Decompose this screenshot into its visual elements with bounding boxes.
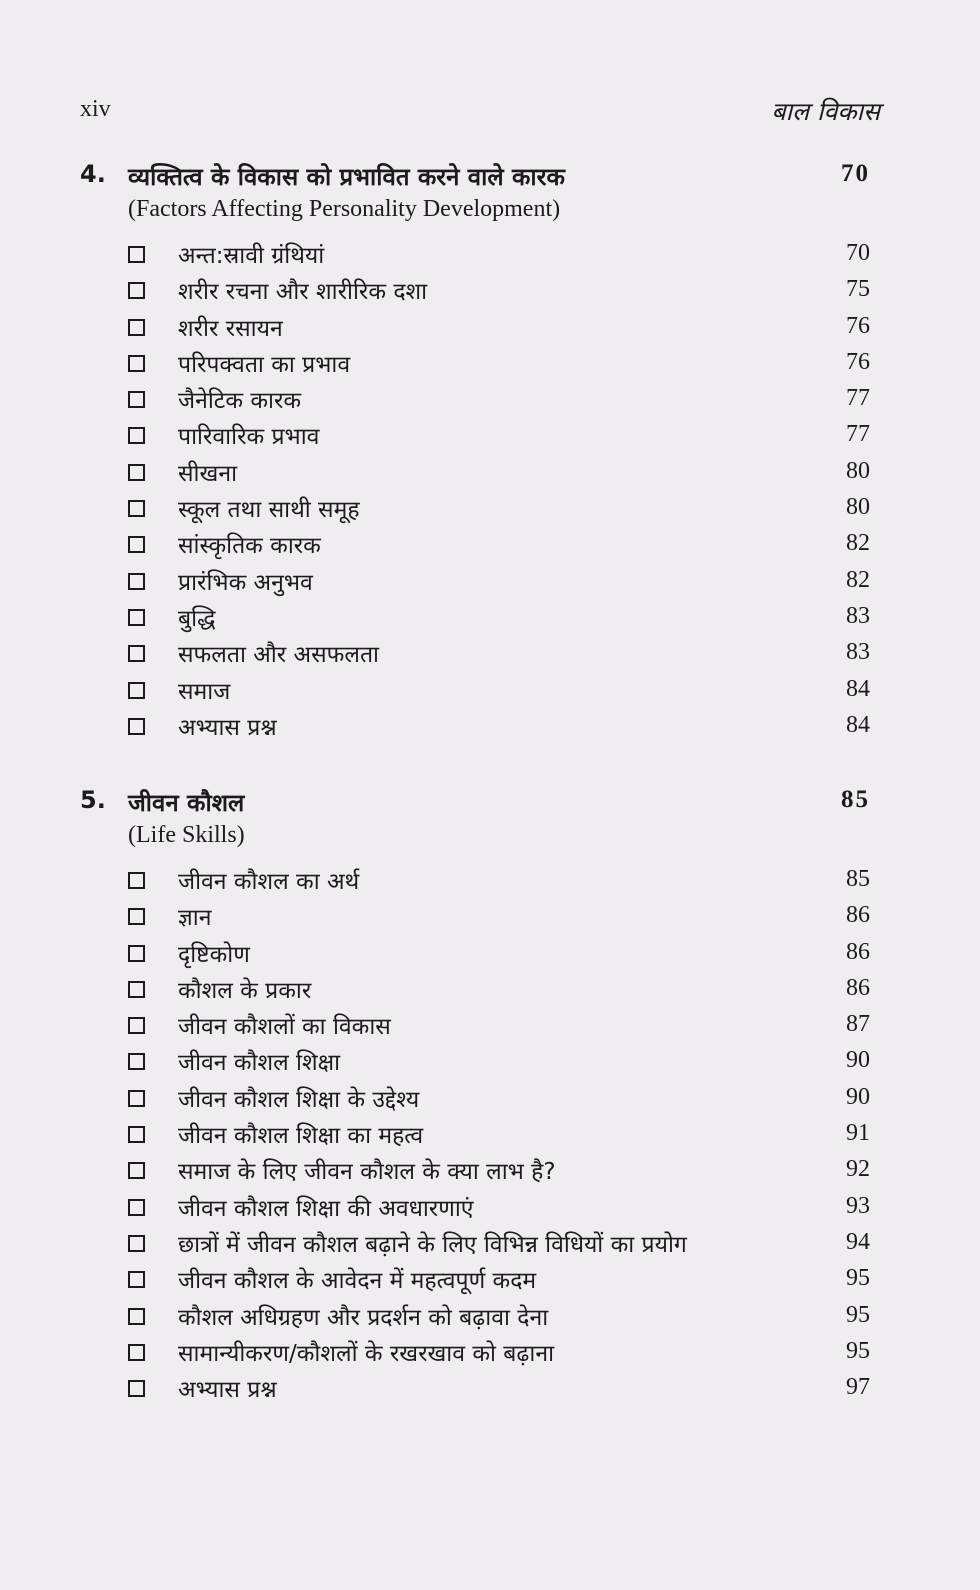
toc-entry — [80, 1225, 880, 1261]
toc-entry — [80, 1152, 880, 1188]
entry-label: शरीर रचना और शारीरिक दशा — [178, 279, 428, 306]
toc-entry — [80, 526, 880, 562]
toc-entry — [80, 635, 880, 671]
checkbox-bullet-icon — [128, 945, 145, 962]
checkbox-bullet-icon — [128, 427, 145, 444]
entry-label: जैनेटिक कारक — [178, 388, 302, 415]
entry-page: 86 — [846, 902, 870, 929]
entry-page: 84 — [846, 711, 870, 738]
entry-page: 94 — [846, 1228, 870, 1255]
entry-page: 70 — [846, 240, 870, 266]
toc-entry — [80, 1261, 880, 1297]
checkbox-bullet-icon — [128, 645, 145, 662]
entry-page: 76 — [846, 348, 870, 375]
toc-entry — [80, 1007, 880, 1043]
checkbox-bullet-icon — [128, 1199, 145, 1216]
entry-page: 93 — [846, 1192, 870, 1219]
entry-page: 91 — [846, 1120, 870, 1147]
toc-entry — [80, 309, 880, 345]
toc-entry — [80, 1189, 880, 1225]
entry-page: 83 — [846, 639, 870, 666]
toc-entry — [80, 272, 880, 308]
toc-entry — [80, 345, 880, 381]
checkbox-bullet-icon — [128, 682, 145, 699]
entry-label: सीखना — [178, 460, 238, 487]
entry-label: कौशल अधिग्रहण और प्रदर्शन को बढ़ावा देना — [178, 1304, 549, 1331]
toc-entry — [80, 599, 880, 635]
entry-page: 97 — [846, 1374, 870, 1401]
toc-entry — [80, 971, 880, 1007]
toc-entry — [80, 1080, 880, 1116]
entry-page: 82 — [846, 530, 870, 557]
entry-page: 80 — [846, 457, 870, 484]
chapter-4 — [80, 160, 880, 744]
entry-label: सफलता और असफलता — [178, 642, 380, 669]
entry-label: स्कूल तथा साथी समूह — [178, 497, 360, 524]
entry-page: 90 — [846, 1047, 870, 1074]
toc-entry — [80, 417, 880, 453]
entry-label: कौशल के प्रकार — [178, 977, 312, 1004]
chapter-number: 4. — [80, 160, 106, 188]
chapter-heading — [80, 786, 880, 822]
entry-page: 95 — [846, 1337, 870, 1364]
entry-label: जीवन कौशल शिक्षा की अवधारणाएं — [178, 1195, 474, 1222]
checkbox-bullet-icon — [128, 981, 145, 998]
checkbox-bullet-icon — [128, 391, 145, 408]
entry-page: 86 — [846, 974, 870, 1001]
toc-entry — [80, 1043, 880, 1079]
entry-label: जीवन कौशल के आवेदन में महत्वपूर्ण कदम — [178, 1268, 537, 1295]
entry-page: 80 — [846, 494, 870, 521]
entry-label: ज्ञान — [178, 905, 212, 932]
toc-entry — [80, 672, 880, 708]
checkbox-bullet-icon — [128, 1308, 145, 1325]
checkbox-bullet-icon — [128, 908, 145, 925]
entry-page: 82 — [846, 566, 870, 593]
chapter-page: 85 — [841, 786, 870, 813]
toc-entry — [80, 708, 880, 744]
entry-page: 84 — [846, 675, 870, 702]
checkbox-bullet-icon — [128, 1053, 145, 1070]
chapter-page: 70 — [841, 160, 870, 187]
toc-entry — [80, 862, 880, 898]
entry-page: 77 — [846, 385, 870, 412]
checkbox-bullet-icon — [128, 1126, 145, 1143]
checkbox-bullet-icon — [128, 1017, 145, 1034]
toc-entry — [80, 454, 880, 490]
running-title: बाल विकास — [771, 97, 880, 126]
chapter-title-english: (Factors Affecting Personality Development) — [128, 196, 561, 222]
chapter-number: 5. — [80, 786, 106, 814]
entry-label: अभ्यास प्रश्न — [178, 714, 277, 741]
entry-label: जीवन कौशल शिक्षा का महत्व — [178, 1123, 424, 1150]
entry-page: 75 — [846, 276, 870, 303]
chapter-heading — [80, 160, 880, 196]
toc-entry — [80, 563, 880, 599]
entry-label: प्रारंभिक अनुभव — [178, 569, 313, 596]
checkbox-bullet-icon — [128, 609, 145, 626]
toc-entry — [80, 1334, 880, 1370]
toc-entry — [80, 1116, 880, 1152]
checkbox-bullet-icon — [128, 718, 145, 735]
entry-page: 86 — [846, 938, 870, 965]
entry-page: 95 — [846, 1265, 870, 1292]
chapter-title-hindi: व्यक्तित्व के विकास को प्रभावित करने वाले कारक — [128, 163, 565, 191]
entry-label: समाज — [178, 678, 231, 705]
toc-entry — [80, 381, 880, 417]
entry-label: पारिवारिक प्रभाव — [178, 424, 320, 451]
entry-label: अभ्यास प्रश्न — [178, 1377, 277, 1404]
entry-label: अन्त:स्रावी ग्रंथियां — [178, 243, 325, 269]
entry-label: समाज के लिए जीवन कौशल के क्या लाभ है? — [178, 1159, 556, 1186]
checkbox-bullet-icon — [128, 1380, 145, 1397]
entry-label: सांस्कृतिक कारक — [178, 533, 321, 560]
entry-page: 90 — [846, 1083, 870, 1110]
entry-page: 92 — [846, 1156, 870, 1183]
checkbox-bullet-icon — [128, 1271, 145, 1288]
checkbox-bullet-icon — [128, 573, 145, 590]
checkbox-bullet-icon — [128, 536, 145, 553]
checkbox-bullet-icon — [128, 464, 145, 481]
checkbox-bullet-icon — [128, 1162, 145, 1179]
chapter-title-hindi: जीवन कौशल — [128, 789, 245, 817]
toc-entry — [80, 490, 880, 526]
checkbox-bullet-icon — [128, 282, 145, 299]
entry-label: छात्रों में जीवन कौशल बढ़ाने के लिए विभिन्न विधियों का प्रयोग — [178, 1231, 687, 1258]
entry-page: 76 — [846, 312, 870, 339]
checkbox-bullet-icon — [128, 1344, 145, 1361]
entry-label: जीवन कौशल का अर्थ — [178, 869, 360, 895]
entry-label: जीवन कौशल शिक्षा के उद्देश्य — [178, 1086, 420, 1113]
entry-label: परिपक्वता का प्रभाव — [178, 351, 351, 378]
entry-page: 87 — [846, 1011, 870, 1038]
entry-page: 95 — [846, 1301, 870, 1328]
checkbox-bullet-icon — [128, 872, 145, 889]
entry-label: सामान्यीकरण/कौशलों के रखरखाव को बढ़ाना — [178, 1340, 555, 1367]
checkbox-bullet-icon — [128, 500, 145, 517]
checkbox-bullet-icon — [128, 355, 145, 372]
checkbox-bullet-icon — [128, 319, 145, 336]
toc-entry — [80, 1298, 880, 1334]
toc-entry — [80, 898, 880, 934]
page-number: xiv — [80, 96, 111, 122]
chapter-5 — [80, 786, 880, 1406]
entry-label: शरीर रसायन — [178, 315, 283, 342]
entry-page: 83 — [846, 602, 870, 629]
toc-entry — [80, 935, 880, 971]
entry-page: 77 — [846, 421, 870, 448]
chapter-title-english: (Life Skills) — [128, 822, 245, 848]
checkbox-bullet-icon — [128, 1235, 145, 1252]
checkbox-bullet-icon — [128, 1090, 145, 1107]
entry-label: जीवन कौशल शिक्षा — [178, 1050, 341, 1077]
entry-label: बुद्धि — [178, 605, 216, 632]
entry-label: जीवन कौशलों का विकास — [178, 1014, 391, 1041]
toc-entry — [80, 1370, 880, 1406]
toc-entry — [80, 236, 880, 272]
entry-page: 85 — [846, 866, 870, 892]
entry-label: दृष्टिकोण — [178, 941, 250, 968]
checkbox-bullet-icon — [128, 246, 145, 263]
